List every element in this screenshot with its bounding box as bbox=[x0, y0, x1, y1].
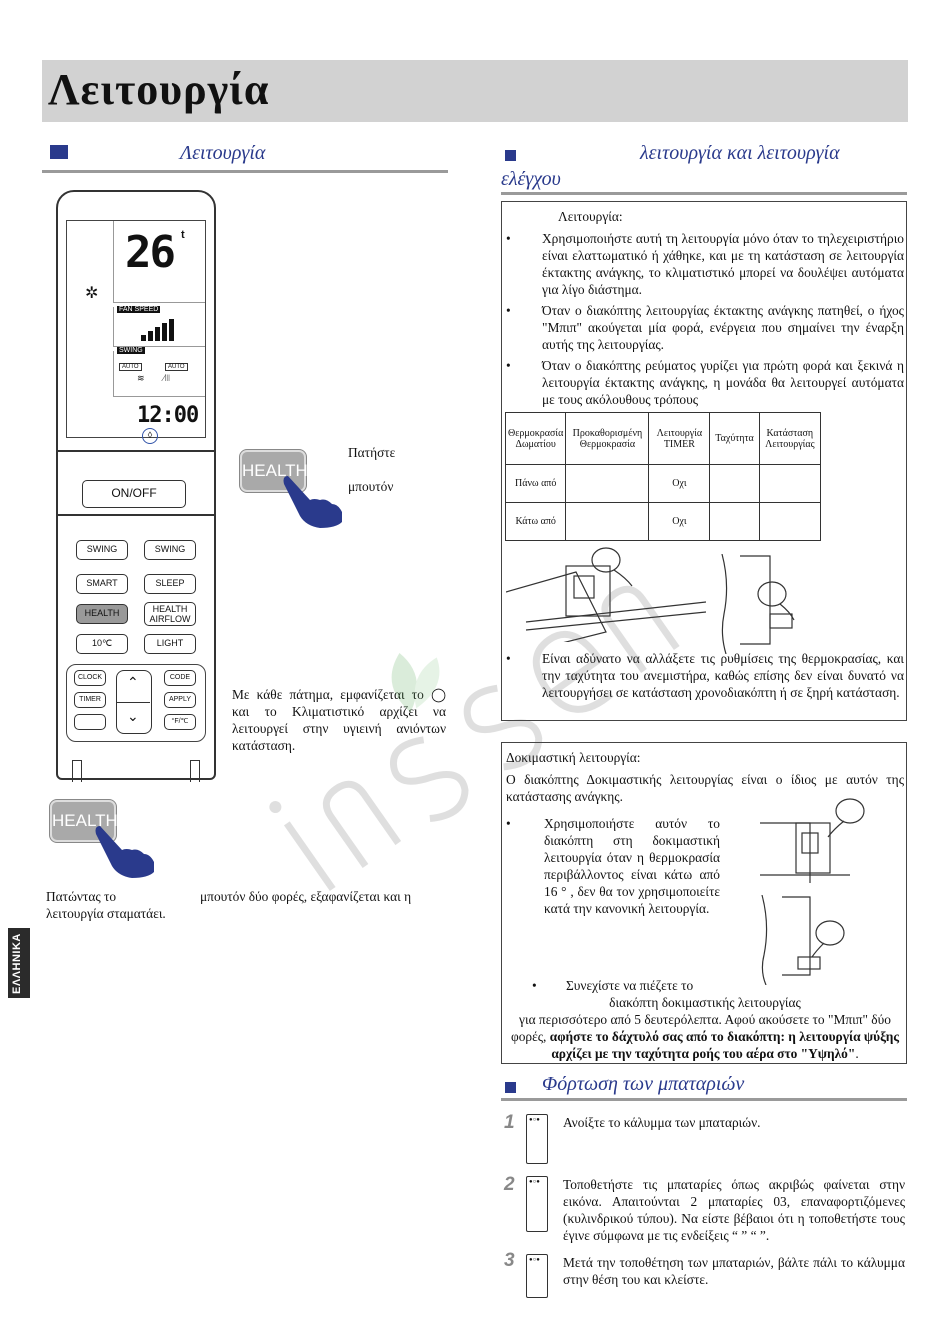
swing-horizontal-button[interactable] bbox=[144, 540, 196, 560]
display-clock: 12:00 bbox=[137, 403, 199, 428]
table-header: Προκαθορισμένη Θερμοκρασία bbox=[566, 413, 649, 465]
test-operation-box bbox=[501, 742, 907, 1064]
table-cell bbox=[710, 503, 759, 541]
bullet-dot: • bbox=[506, 231, 511, 246]
health-remote-button[interactable]: HEALTH bbox=[76, 604, 128, 624]
step-text-1: Ανοίξτε το κάλυμμα των μπαταριών. bbox=[563, 1115, 761, 1130]
display-temperature: 26 bbox=[125, 227, 174, 278]
chevron-down-icon[interactable]: ⌄ bbox=[127, 710, 139, 725]
emergency-bullet-4: Είναι αδύνατο να αλλάξετε τις ρυθμίσεις της θερμοκρασίας, και την ταχύτητα του ανεμιστήρα, καθώς επίσης δεν είναι δυνατό να λειτουργήσει σε κατάσταση χρονοδιακόπτη ή σε ξηρή κατάσταση. bbox=[542, 651, 904, 700]
right-section-square-icon bbox=[505, 148, 516, 166]
display-temp-unit: t bbox=[181, 229, 185, 241]
on-off-button[interactable]: ON/OFF bbox=[82, 480, 186, 508]
right-section-rule bbox=[501, 192, 907, 195]
table-header: Κατάσταση Λειτουργίας bbox=[759, 413, 820, 465]
chevron-up-icon[interactable]: ⌃ bbox=[127, 676, 139, 691]
bullet-dot: • bbox=[506, 358, 511, 373]
sleep-button[interactable]: SLEEP bbox=[144, 574, 196, 594]
swing-label: SWING bbox=[119, 347, 143, 354]
test-unit-side-illustration bbox=[760, 895, 900, 990]
code-button[interactable]: CODE bbox=[164, 670, 196, 686]
test-title: Δοκιμαστική λειτουργία: bbox=[506, 750, 641, 765]
temp-rocker[interactable] bbox=[116, 670, 152, 734]
ion-symbol-icon: ◯ bbox=[430, 687, 446, 702]
test-bullet-2-b: διακόπτη δοκιμαστικής λειτουργίας bbox=[609, 995, 801, 1010]
twice-text-2: μπουτόν δύο φορές, εξαφανίζεται και η bbox=[200, 889, 412, 904]
step-number-3: 3 bbox=[504, 1250, 515, 1271]
emergency-bullet-3: Όταν ο διακόπτης ρεύματος γυρίζει για πρώτη φορά και ξεκινά η λειτουργία έκτακτης ανάγκης, η μονάδα θα λειτουργεί αυτόματα με τους ακόλουθους τρόπους bbox=[542, 358, 904, 407]
swing-vertical-button[interactable] bbox=[76, 540, 128, 560]
f-c-button[interactable]: °F/℃ bbox=[164, 714, 196, 730]
test-unit-illustration bbox=[760, 793, 900, 888]
battery-cover-close-icon: ●○● bbox=[526, 1254, 548, 1298]
step-text-2: Τοποθετήστε τις μπαταρίες όπως ακριβώς φαίνεται στην εικόνα. Απαιτούνται 2 μπαταρίες 03, επαναφορτιζόμενες (κυλινδρικού τύπου). Να είστε βέβαιοι ότι η τοποθετήστε τους έγινε σύμφωνα με τις ενδείξεις “ ” “ ”. bbox=[563, 1177, 905, 1243]
battery-rule bbox=[501, 1098, 907, 1101]
apply-button[interactable]: APPLY bbox=[164, 692, 196, 708]
remote-display bbox=[66, 220, 206, 438]
table-cell bbox=[759, 503, 820, 541]
emergency-table bbox=[505, 412, 821, 541]
light-button[interactable]: LIGHT bbox=[144, 634, 196, 654]
ten-degree-button[interactable]: 10℃ bbox=[76, 634, 128, 654]
hand-press-icon bbox=[280, 470, 350, 535]
clock-button[interactable]: CLOCK bbox=[74, 670, 106, 686]
table-cell: Κάτω από bbox=[506, 503, 566, 541]
bullet-dot: • bbox=[506, 303, 511, 318]
twice-text-1: Πατώντας το bbox=[46, 889, 117, 904]
language-side-tab-label: ΕΛΛΗΝΙΚΑ bbox=[11, 933, 23, 994]
test-bullet-1: Χρησιμοποιήστε αυτόν το διακόπτη στη δοκιμαστική λειτουργία όταν η θερμοκρασία περιβάλλοντος είναι κάτω από 16 ° , δεν θα τον χρησιμοποιείτε κατά την κανονική λειτουργία. bbox=[544, 816, 720, 916]
step-number-2: 2 bbox=[504, 1174, 515, 1195]
table-cell: Πάνω από bbox=[506, 465, 566, 503]
hand-press-icon-2 bbox=[92, 820, 162, 885]
press-text-1: Πατήστε bbox=[348, 445, 396, 460]
left-section-rule bbox=[42, 170, 448, 173]
table-header: Λειτουργία TIMER bbox=[649, 413, 710, 465]
each-press-text-2: και το Κλιματιστικό αρχίζει να λειτουργεί στην υγιεινή ανιόντων κατάσταση. bbox=[232, 704, 446, 753]
left-section-square-icon bbox=[50, 145, 68, 164]
swing-vertical-button-label: SWING bbox=[86, 544, 118, 554]
test-bullet-2-c: για περισσότερο από 5 δευτερόλεπτα. Αφού ακούσετε το "Μπιπ" δύο φορές, bbox=[510, 1012, 891, 1044]
press-text-2: μπουτόν bbox=[348, 479, 394, 494]
table-header: Θερμοκρασία Δωματίου bbox=[506, 413, 566, 465]
smart-button[interactable]: SMART bbox=[76, 574, 128, 594]
table-cell bbox=[759, 465, 820, 503]
health-airflow-label-1: HEALTH bbox=[152, 604, 188, 614]
ion-leaf-icon: ◊ bbox=[142, 428, 158, 444]
bullet-dot: • bbox=[532, 978, 537, 993]
health-button-illustration: HEALTH bbox=[240, 450, 306, 492]
table-row bbox=[506, 465, 821, 503]
page-title-bar bbox=[42, 60, 908, 122]
fan-speed-label: FAN SPEED bbox=[119, 306, 159, 313]
table-cell bbox=[710, 465, 759, 503]
table-cell bbox=[566, 465, 649, 503]
emergency-bullet-1: Χρησιμοποιήστε αυτή τη λειτουργία μόνο όταν το τηλεχειριστήριο είναι ελαττωματικό ή χάθηκε, και με τη κατάσταση σε λειτουργία έκτακτης ανάγκης, το κλιματιστικό μπορεί να δουλέψει αυτόματα για λίγο διάστημα. bbox=[542, 231, 904, 297]
indoor-unit-side-illustration bbox=[720, 554, 860, 659]
bullet-dot: • bbox=[506, 816, 511, 831]
language-side-tab bbox=[8, 928, 30, 998]
health-button-illustration-2: HEALTH bbox=[50, 800, 116, 842]
each-press-paragraph bbox=[232, 686, 446, 754]
test-bullet-2-bold: αφήστε το δάχτυλό σας από το διακόπτη: η λειτουργία ψύξης αρχίζει με την ταχύτητα ροής του αέρα στο "Υψηλό" bbox=[549, 1029, 900, 1061]
health-airflow-button[interactable] bbox=[144, 602, 196, 626]
page-title: Λειτουργία bbox=[48, 65, 270, 114]
test-bullet-2-paragraph: για περισσότερο από 5 δευτερόλεπτα. Αφού ακούσετε το "Μπιπ" δύο φορές, αφήστε το δάχτυλό σας από το διακόπτη: η λειτουργία ψύξης αρχίζει με την ταχύτητα ροής του αέρα στο "Υψηλό". bbox=[510, 1012, 900, 1061]
battery-square-icon bbox=[505, 1080, 516, 1098]
remote-control bbox=[56, 190, 216, 780]
snowflake-icon: ✲ bbox=[85, 285, 99, 302]
table-cell bbox=[566, 503, 649, 541]
battery-cover-open-icon: ●○● bbox=[526, 1114, 548, 1164]
table-header: Ταχύτητα bbox=[710, 413, 759, 465]
twice-text-3: λειτουργία σταματάει. bbox=[46, 906, 166, 921]
indoor-unit-illustration bbox=[506, 542, 706, 647]
swing-vertical-icon: ≋ bbox=[137, 373, 145, 383]
emergency-title: Λειτουργία: bbox=[558, 209, 623, 224]
battery-heading: Φόρτωση των μπαταριών bbox=[542, 1073, 745, 1095]
swing-auto-2: AUTO bbox=[165, 363, 188, 371]
table-row bbox=[506, 503, 821, 541]
emergency-bullet-2: Όταν ο διακόπτης λειτουργίας έκτακτης ανάγκης πατηθεί, ο ήχος "Μπιπ" ακούγεται μία φορά, ενέργεια που σημαίνει την έναρξη αυτής της λειτουργίας. bbox=[542, 303, 904, 352]
test-intro: Ο διακόπτης Δοκιμαστικής λειτουργίας είναι ο ίδιος με αυτόν της κατάστασης ανάγκης. bbox=[506, 772, 904, 804]
table-cell: Οχι bbox=[649, 465, 710, 503]
table-cell: Οχι bbox=[649, 503, 710, 541]
test-bullet-2-a: Συνεχίστε να πιέζετε το bbox=[566, 978, 694, 993]
emergency-operation-box bbox=[501, 201, 907, 721]
right-section-heading-line2: ελέγχου bbox=[501, 168, 561, 190]
left-section-heading: Λειτουργία bbox=[180, 142, 266, 164]
battery-insert-icon: ●○● bbox=[526, 1176, 548, 1232]
bullet-dot: • bbox=[506, 651, 511, 666]
timer-button[interactable]: TIMER bbox=[74, 692, 106, 708]
blank-button[interactable] bbox=[74, 714, 106, 730]
step-text-3: Μετά την τοποθέτηση των μπαταριών, βάλτε πάλι το κάλυμμα στην θέση του και κλείστε. bbox=[563, 1255, 905, 1287]
right-section-heading-line1: λειτουργία και λειτουργία bbox=[640, 142, 840, 164]
step-number-1: 1 bbox=[504, 1112, 515, 1133]
health-airflow-label-2: AIRFLOW bbox=[149, 614, 191, 624]
swing-auto-1: AUTO bbox=[119, 363, 142, 371]
swing-horizontal-button-label: SWING bbox=[154, 544, 186, 554]
swing-horizontal-icon: ⁄ǀǀǀ bbox=[163, 373, 170, 383]
each-press-text: Με κάθε πάτημα, εμφανίζεται το bbox=[232, 687, 424, 702]
fan-speed-bars-icon bbox=[141, 319, 181, 346]
